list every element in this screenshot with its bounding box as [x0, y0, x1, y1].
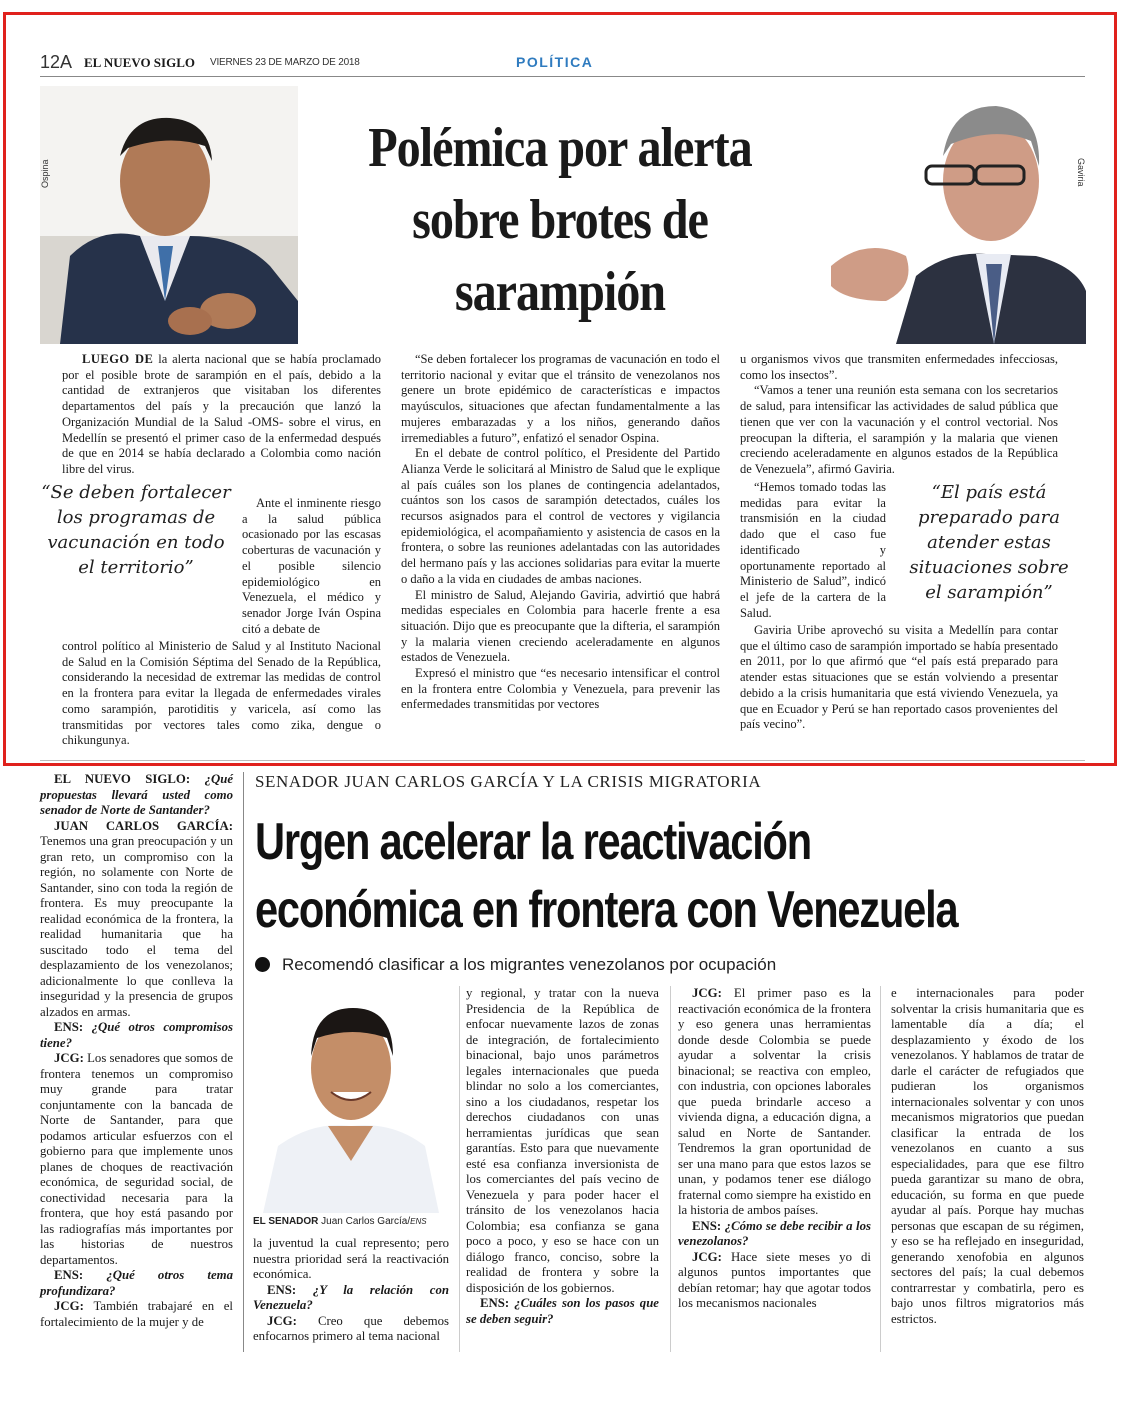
- col3-p2: “Vamos a tener una reunión esta semana con los secretarios de salud, para intensificar las actividades de salud pública que tienen que ver con la vacunación y el control vectorial. Nos preocupan la difteria, el sarampión y la malaria que vienen creciendo aceleradamente en algunos estados de la República de Venezuela”, afirmó Gaviria.: [740, 383, 1058, 476]
- interview-paragraph: [40, 1051, 233, 1268]
- interview-paragraph: [678, 1250, 871, 1312]
- column-separator: [243, 772, 244, 1352]
- page-number: 12A: [40, 52, 73, 72]
- answer-text: El primer paso es la reactivación económica de la frontera y eso genera unas herramientas donde desde Colombia se puede ayudar a solventar la crisis binacional; se reactiva con empleo, con industria, con opciones laborales que pueda brindarle acceso a vivienda digna, a educación digna, a salud en Norte de Santander. Tendremos la gran oportunidad de ser una mano para que estos lazos se unan, y podamos tener ese diálogo fraternal como siempre ha existido en la historia de ambos países.: [678, 986, 871, 1217]
- col1-bottom-text: control político al Ministerio de Salud y al Instituto Nacional de Salud en la Comisión Séptima del Senado de la República, considerando la necesidad de extremar las medidas de control en la frontera para evitar la llegada de enfermedades virales como sarampión, parotiditis y varicela, así como las transmitidas por vectores tales como zika, dengue o chikungunya.: [62, 639, 381, 748]
- article2-kicker: SENADOR JUAN CARLOS GARCÍA Y LA CRISIS MIGRATORIA: [255, 772, 762, 791]
- question-text: ¿Qué propuestas llevará usted como senador de Norte de Santander?: [40, 772, 233, 817]
- article1-headline: Polémica por alerta sobre brotes de sarampión: [368, 117, 752, 323]
- caption-bold: EL SENADOR: [253, 1216, 319, 1227]
- col2-p2: En el debate de control político, el Presidente del Partido Alianza Verde le solicitará al Ministro de Salud que le explique al país cuáles son los planes de contingencia adelantados, cuántos son los casos de sarampión detectados, cuáles los recursos asignados para el control de vectores y vigilancia epidemiológica, el acompañamiento y asistencia de casos en la frontera, o sobre las reuniones adelantadas con las autoridades del hermano país y las acciones solidarias para evitar la muerte o daño a la vida en ciudades de ambas naciones.: [401, 446, 720, 586]
- answer-text: Creo que debemos enfocarnos primero al tema nacional: [253, 1313, 449, 1343]
- pull-quote-left: “Se deben fortalecer los programas de vacunación en todo el territorio”: [41, 482, 231, 578]
- interview-paragraph: [891, 986, 1084, 1327]
- article1-col3-bottom: [740, 623, 1058, 733]
- answer-text: Los senadores que somos de frontera tenemos un compromiso muy grande para tratar conjuntamente con la bancada de Norte de Santander, para que podamos articular esfuerzos con el gobierno para que implemente unos planes de choques de reactivación económica, de seguridad social, de conectividad necesaria para la frontera, que hoy está pasando por las radiografías más importantes por las historias de nuestros departamentos.: [40, 1051, 233, 1267]
- article1-col3-top: [740, 352, 1058, 478]
- question-speaker: ENS:: [54, 1020, 92, 1034]
- article2-subtitle: [255, 955, 776, 975]
- paper-name: EL NUEVO SIGLO: [84, 55, 195, 70]
- column-separator: [459, 986, 460, 1352]
- col2-p1: “Se deben fortalecer los programas de vacunación en todo el territorio nacional y evitar que el tránsito de venezolanos nos genere un brote epidémico de características e impactos mayúsculos, situaciones que afectan fundamentalmente a las mujeres embarazadas y a los niños, generando daños irremediables a futuro”, enfatizó el senador Ospina.: [401, 352, 720, 445]
- subtitle-text: Recomendó clasificar a los migrantes venezolanos por ocupación: [282, 955, 777, 974]
- interview-col-e: [891, 986, 1084, 1327]
- col2-p3: El ministro de Salud, Alejando Gaviria, advirtió que habrá medidas especiales en Colombia para hacerle frente a esa situación. Dijo que es preocupante que la difteria, el sarampión y la malaria vienen creciendo aceleradamente en algunos estados de Venezuela.: [401, 587, 720, 665]
- interview-col-d: [678, 986, 871, 1312]
- question-text: ¿Qué otros tema profundizara?: [40, 1268, 233, 1298]
- bullet-icon: [255, 957, 270, 972]
- col3-p3: “Hemos tomado todas las medidas para evitar la transmisión en la ciudad dado que el caso fue identificado y oportunamente reportado al Ministerio de Salud”, indicó el jefe de la cartera de la Salud.: [740, 480, 886, 620]
- col3-p4: Gaviria Uribe aprovechó su visita a Medellín para contar que el último caso de sarampión importado se había presentado en 2011, por lo que afirmó que “el país está preparado para atender estas situaciones que se están volviendo a presentar debido a la crisis humanitaria que está viviendo Venezuela, ya que en Ecuador y Perú se han reportado casos provenientes del país vecino”.: [740, 623, 1058, 732]
- answer-speaker: JCG:: [267, 1313, 318, 1328]
- answer-text: y regional, y tratar con la nueva Presidencia de la República de enfocar nuevamente lazos de zonas de integración, de fortalecimiento binacional, bajo unos parámetros legales internacionales que pueda blindar no solo a los comerciantes, sino a los ciudadanos, respetar los derechos ciudadanos con unas herramientas jurídicas que sean garantías. Esto para que nuevamente esté esa confianza inversionista de los comerciantes del país vecino de Venezuela y para poder hacer el tránsito de los venezolanos hacia Colombia; esa confianza se gana poco a poco, y eso se hace con un diálogo franco, conciso, sobre la realidad de frontera y sobre la disposición de los gobiernos.: [466, 986, 659, 1295]
- question-speaker: ENS:: [480, 1296, 515, 1310]
- interview-paragraph: [253, 1314, 449, 1345]
- answer-text: la juventud la cual represento; pero nuestra prioridad será la reactivación económica.: [253, 1236, 449, 1281]
- answer-speaker: JCG:: [54, 1299, 94, 1313]
- gaviria-caption: Gaviria: [1076, 158, 1086, 187]
- interview-col-c: [466, 986, 659, 1327]
- divider: [40, 760, 1085, 761]
- page-header: [40, 52, 1085, 77]
- question-speaker: ENS:: [267, 1282, 313, 1297]
- caption-credit: ENS: [410, 1217, 427, 1226]
- col1-mid-text: Ante el inminente riesgo a la salud pública ocasionado por las escasas coberturas de vacunación y el posible silencio epidemiológico en Venezuela, el médico y senador Jorge Iván Ospina citó a debate de: [242, 496, 381, 636]
- issue-date: VIERNES 23 DE MARZO DE 2018: [210, 57, 360, 68]
- lead-in: LUEGO DE: [82, 352, 154, 366]
- interview-col-b: [253, 1236, 449, 1345]
- section-title: POLÍTICA: [516, 54, 594, 70]
- question-speaker: ENS:: [692, 1218, 725, 1233]
- question-text: ¿Y la relación con Venezuela?: [253, 1282, 449, 1312]
- answer-text: Hace siete meses yo di algunos puntos importantes que debían retomar; hay que agotar todos los mecanismos nacionales: [678, 1249, 871, 1310]
- article1-col1-mid: [242, 496, 381, 637]
- interview-paragraph: [466, 1296, 659, 1327]
- answer-text: e internacionales para poder solventar la crisis humanitaria que es lamentable día a día; el desplazamiento y éxodo de los venezolanos. Y hablamos de tratar de darle el carácter de refugiados que pudieran los organismos internacionales solventar y con unos mecanismos migratorios que puedan clasificar la entrada de los venezolanos en cuanto a sus especialidades, para que ese filtro pueda garantizar su mano de obra, educación, su forma en que puede ayudar al país. Porque hay muchas personas que escapan de su régimen, y eso se ha reflejado en inseguridad, generando xenofobia en algunos sectores del país; la cual debemos contrarrestar y combatirla, pero es bajo unos filtros migratorios más estrictos.: [891, 986, 1084, 1326]
- interview-paragraph: [40, 772, 233, 819]
- answer-speaker: JCG:: [54, 1051, 88, 1065]
- ospina-caption: Ospina: [40, 159, 50, 188]
- caption-text: Juan Carlos García/: [318, 1216, 411, 1227]
- answer-speaker: JCG:: [692, 986, 734, 1000]
- interview-paragraph: [678, 986, 871, 1219]
- interview-paragraph: [253, 1236, 449, 1283]
- interview-paragraph: [678, 1219, 871, 1250]
- interview-paragraph: [40, 1020, 233, 1051]
- interview-paragraph: [40, 1299, 233, 1330]
- question-text: ¿Qué otros compromisos tiene?: [40, 1020, 234, 1050]
- interview-paragraph: [253, 1283, 449, 1314]
- interview-col-a: [40, 772, 233, 1330]
- question-text: ¿Cómo se debe recibir a los venezolanos?: [678, 1218, 871, 1248]
- answer-speaker: JUAN CARLOS GARCÍA:: [54, 818, 233, 833]
- article1-col1-bottom: [62, 639, 381, 749]
- col1-top-text: la alerta nacional que se había proclamado por el posible brote de sarampión en el país, debido a la cantidad de extranjeros que visitaban los diferentes departamentos del país y la precaución que lanzó la Organización Mundial de la Salud -OMS- sobre el virus, en Medellín se presentó el primer caso de la enfermedad después de que en 2014 se había declarado a Colombia como nación libre del virus.: [62, 352, 382, 476]
- gaviria-photo: [826, 86, 1086, 344]
- col2-p4: Expresó el ministro que “es necesario intensificar el control en la frontera entre Colombia y Venezuela, para prevenir las enfermedades transmitidas por vectores: [401, 666, 720, 712]
- pull-quote-right: “El país está preparado para atender estas situaciones sobre el sarampión”: [909, 482, 1069, 603]
- article2-headline: [255, 808, 975, 944]
- column-separator: [670, 986, 671, 1352]
- interview-paragraph: [40, 1268, 233, 1299]
- interview-paragraph: [466, 986, 659, 1296]
- column-separator: [880, 986, 881, 1352]
- answer-text: Tenemos una gran preocupación y un gran reto, un compromiso con la región, no solamente con Norte de Santander, sino con toda la región de frontera. Es muy preocupante la realidad económica de la frontera, la realidad humanitaria que ha suscitado todo el tema del desplazamiento de los venezolanos; adicionalmente lo que conlleva la inseguridad y la presencia de grupos alzados en armas.: [40, 834, 233, 1019]
- question-text: ¿Cuáles son los pasos que se deben seguir?: [466, 1296, 659, 1326]
- col3-top: u organismos vivos que transmiten enfermedades infecciosas, como los insectos”.: [740, 352, 1058, 382]
- senator-photo: [253, 986, 449, 1213]
- headline-line2: económica en frontera con Venezuela: [255, 881, 958, 939]
- interview-paragraph: [40, 819, 233, 1021]
- answer-text: También trabajaré en el fortalecimiento de la mujer y de: [40, 1299, 233, 1329]
- answer-speaker: JCG:: [692, 1249, 731, 1264]
- article1-col1-top: [62, 352, 381, 478]
- senator-photo-caption: [253, 1216, 453, 1227]
- article1-col3-mid: [740, 480, 886, 621]
- ospina-photo: [40, 86, 298, 344]
- question-speaker: ENS:: [54, 1268, 107, 1282]
- article1-col2: [401, 352, 720, 713]
- headline-line1: Urgen acelerar la reactivación: [255, 813, 811, 871]
- question-speaker: EL NUEVO SIGLO:: [54, 772, 205, 786]
